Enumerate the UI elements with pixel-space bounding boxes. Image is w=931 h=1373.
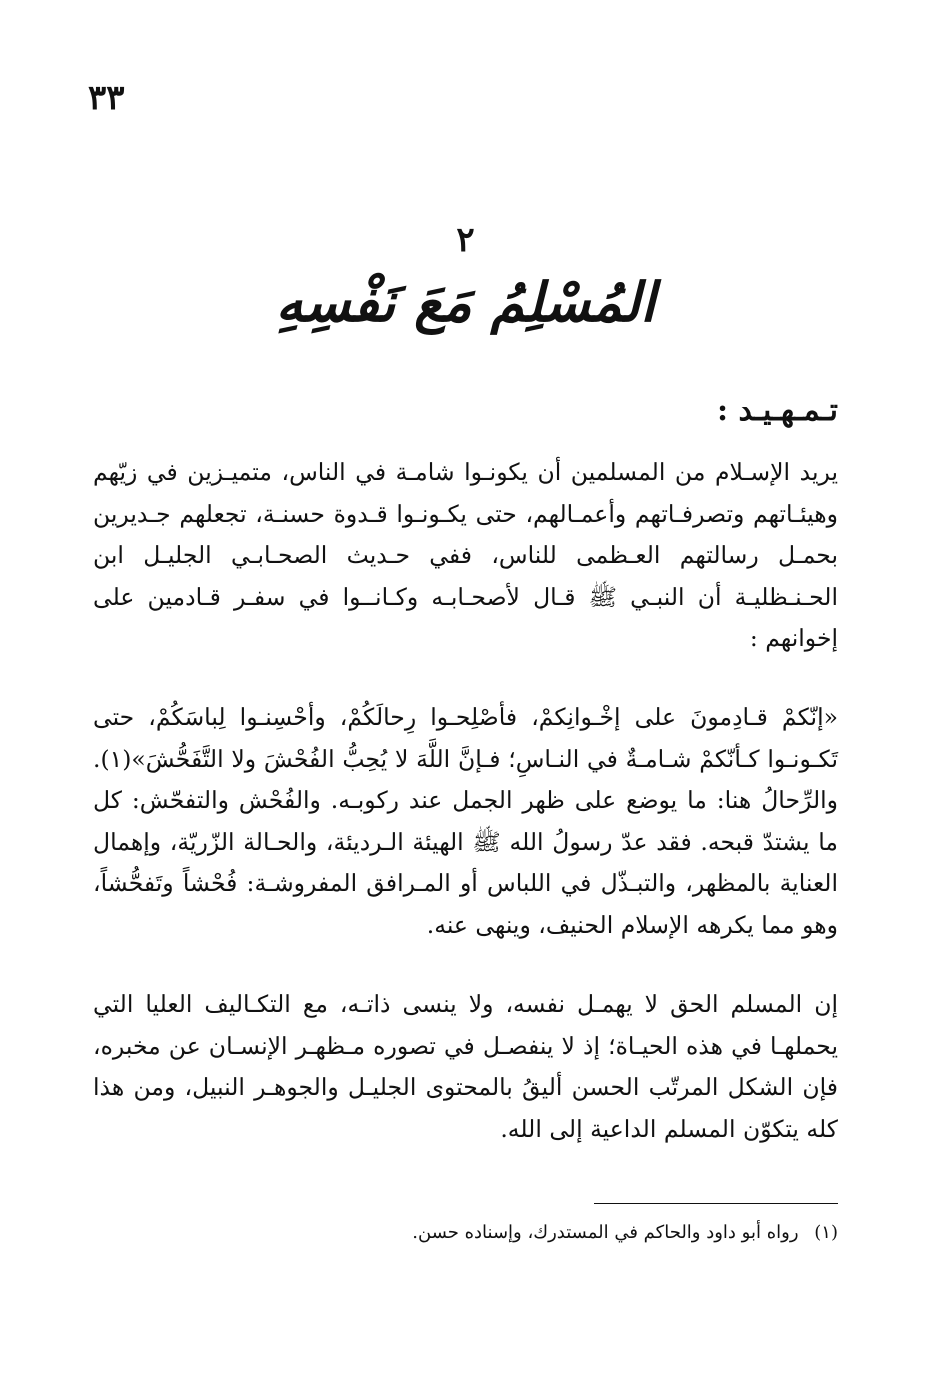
chapter-title: المُسْلِمُ مَعَ نَفْسِهِ: [275, 270, 656, 334]
paragraph-conclusion: إن المسلم الحق لا يهمـل نفسه، ولا ينسى ذاتـه، مع التكـاليف العليا التي يحملهـا في هذه الحيـاة؛ إذ لا ينفصـل في تصوره مـظهـر الإنسـان عن مخبره، فإن الشكل المرتّب الحسن أليقُ بالمحتوى الجليـل والجوهـر النبيل، ومن هذا كله يتكوّن المسلم الداعية إلى الله.: [93, 990, 838, 1143]
paragraph-hadith: «إنّكمْ قـادِمونَ على إخْـوانِكمْ، فأصْلِحـوا رِحالَكُمْ، وأحْسِنـوا لِباسَكُمْ، حتى تَكـونـوا كـأنّكمْ شـامـةٌ في النـاسِ؛ فـإنَّ اللَّهَ لا يُحِبُّ الفُحْشَ ولا التَّفَحُّشَ»(١). والرِّحالُ هنا: ما يوضع على ظهر الجمل عند ركوبـه. والفُحْش والتفحّش: كل ما يشتدّ قبحه. فقد عدّ رسولُ الله ﷺ الهيئة الـرديئة، والحـالة الزّريّة، وإهمال العناية بالمظهر، والتبـذّل في اللباس أو المـرافق المفروشـة: فُحْشاً وتَفحُّشاً، وهو مما يكرهه الإسلام الحنيف، وينهى عنه.: [93, 703, 838, 939]
footnote-marker: (١): [814, 1222, 838, 1243]
footnote-text: رواه أبو داود والحاكم في المستدرك، وإسناده حسن.: [412, 1222, 799, 1243]
section-heading: تـمـهـيـد :: [717, 393, 838, 428]
paragraph-intro: يريد الإسـلام من المسلمين أن يكونـوا شامـة في الناس، متميـزين في زيّهم وهيئـاتهم وتصرفـاتهم وأعمـالهم، حتى يكـونـوا قـدوة حسنـة، تجعلهم جـديرين بحمـل رسالتهم العـظمى للناس، ففي حـديث الصحـابـي الجليـل ابن الحـنـظليـة أن النبـي ﷺ قـال لأصحـابـه وكـانــوا في سفـر قـادمين على إخوانهم :: [93, 458, 838, 652]
page-number: ٣٣: [88, 78, 125, 118]
footnote-divider: [594, 1203, 838, 1204]
footnote: [412, 1218, 838, 1248]
chapter-number: ٢: [456, 220, 475, 260]
